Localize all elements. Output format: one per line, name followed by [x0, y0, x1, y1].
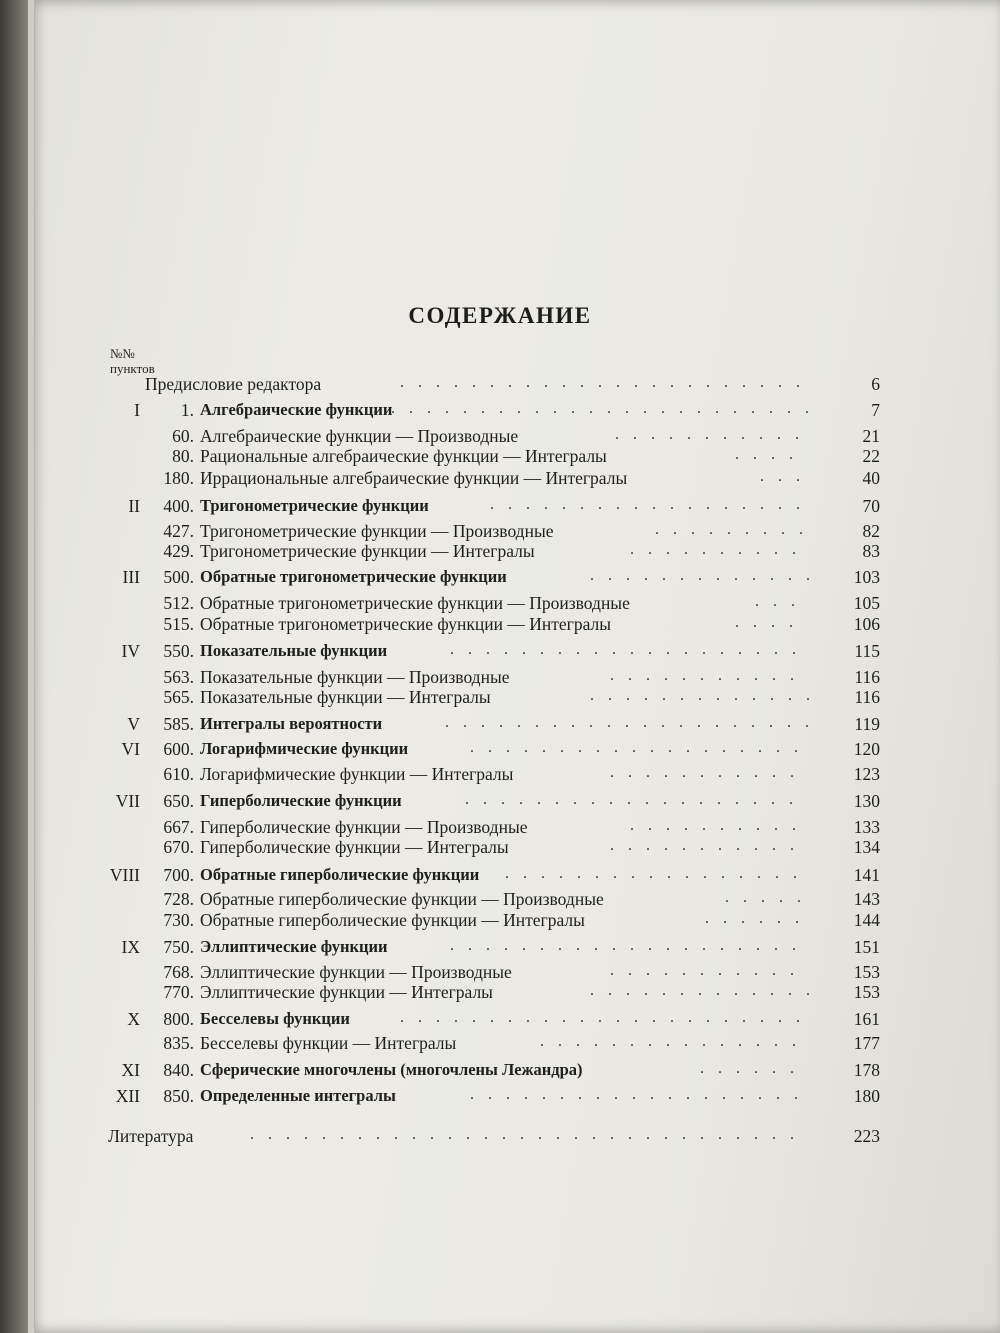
entry-title: Гиперболические функции — Интегралы	[200, 837, 509, 857]
entry-title: Гиперболические функции — Производные	[200, 817, 528, 837]
item-number: 835.	[163, 1033, 194, 1053]
leader-dots: .............	[590, 687, 824, 704]
section-roman-numeral: VII	[115, 791, 140, 811]
item-number: 750.	[163, 937, 194, 957]
toc-entry	[100, 910, 880, 934]
toc-entry	[100, 641, 880, 665]
page-number: 144	[853, 910, 880, 930]
leader-dots: ...........	[610, 764, 808, 781]
toc-entry	[100, 446, 880, 470]
entry-title: Обратные гиперболические функции — Интегралы	[200, 910, 585, 930]
item-number: 667.	[163, 817, 194, 837]
leader-dots: ..........................	[355, 400, 823, 417]
entry-title: Гиперболические функции	[200, 791, 402, 810]
entry-title: Обратные тригонометрические функции — Интегралы	[200, 614, 611, 634]
page-title: СОДЕРЖАНИЕ	[408, 303, 592, 328]
leader-dots: .........	[655, 521, 817, 538]
toc-entry	[100, 496, 880, 520]
leader-dots: .............	[590, 982, 824, 999]
entry-title: Литература	[108, 1126, 194, 1146]
section-roman-numeral: X	[127, 1009, 140, 1029]
page-number: 133	[853, 817, 880, 837]
section-roman-numeral: II	[128, 496, 140, 516]
entry-title: Эллиптические функции — Интегралы	[200, 982, 493, 1002]
entry-title: Интегралы вероятности	[200, 714, 383, 733]
entry-title: Определенные интегралы	[200, 1086, 396, 1105]
entry-title: Обратные тригонометрические функции — Производные	[200, 593, 630, 613]
item-number: 512.	[163, 593, 194, 613]
page-number: 22	[862, 446, 880, 466]
item-number: 80.	[172, 446, 194, 466]
section-roman-numeral: VI	[121, 739, 140, 759]
item-number: 1.	[180, 400, 194, 420]
leader-dots: ...	[760, 468, 814, 485]
entry-title: Тригонометрические функции — Производные	[200, 521, 554, 541]
page-number: 143	[853, 889, 880, 909]
page-number: 177	[853, 1033, 880, 1053]
leader-dots: ..........	[630, 541, 810, 558]
item-number: 427.	[163, 521, 194, 541]
item-number: 429.	[163, 541, 194, 561]
item-number: 515.	[163, 614, 194, 634]
entry-title: Сферические многочлены (многочлены Лежандра)	[200, 1060, 583, 1079]
entry-title: Показательные функции	[200, 641, 388, 660]
page-number: 40	[862, 468, 880, 488]
leader-dots: ......	[700, 1060, 808, 1077]
toc-entry	[100, 468, 880, 492]
item-number: 585.	[163, 714, 194, 734]
page-number: 180	[853, 1086, 880, 1106]
section-roman-numeral: III	[122, 567, 140, 587]
toc-entry	[100, 614, 880, 638]
toc-entry	[100, 791, 880, 815]
toc-entry	[100, 541, 880, 565]
page-number: 106	[853, 614, 880, 634]
entry-title: Бесселевы функции	[200, 1009, 350, 1028]
section-roman-numeral: V	[127, 714, 140, 734]
leader-dots: .......................	[400, 374, 814, 391]
item-number: 180.	[163, 468, 194, 488]
entry-title: Бесселевы функции — Интегралы	[200, 1033, 457, 1053]
entry-title: Алгебраические функции	[200, 400, 393, 419]
entry-title: Рациональные алгебраические функции — Интегралы	[200, 446, 607, 466]
entry-title: Иррациональные алгебраические функции — Интегралы	[200, 468, 628, 488]
section-roman-numeral: IX	[121, 937, 140, 957]
entry-title: Эллиптические функции	[200, 937, 388, 956]
toc-entry	[100, 1009, 880, 1033]
page-number: 130	[853, 791, 880, 811]
header-line-1: №№	[110, 346, 135, 361]
leader-dots: .................	[505, 865, 811, 882]
toc-entry	[100, 937, 880, 961]
item-number: 550.	[163, 641, 194, 661]
leader-dots: .....................	[445, 714, 823, 731]
item-number: 650.	[163, 791, 194, 811]
page-number: 119	[854, 714, 880, 734]
toc-entry	[100, 837, 880, 861]
item-number: 500.	[163, 567, 194, 587]
page-number: 153	[853, 982, 880, 1002]
leader-dots: ...........	[610, 962, 808, 979]
leader-dots: ....	[735, 614, 807, 631]
leader-dots: ...................	[470, 739, 812, 756]
entry-title: Тригонометрические функции	[200, 496, 429, 515]
leader-dots: ...............	[540, 1033, 810, 1050]
leader-dots: .......................	[400, 1009, 814, 1026]
item-number: 700.	[163, 865, 194, 885]
toc-entry	[100, 982, 880, 1006]
toc-entry	[100, 374, 880, 398]
toc-entry	[100, 714, 880, 738]
item-number: 730.	[163, 910, 194, 930]
item-number: 565.	[163, 687, 194, 707]
toc-entry	[100, 400, 880, 424]
leader-dots: ...........	[610, 667, 808, 684]
item-number: 770.	[163, 982, 194, 1002]
leader-dots: ..................	[490, 496, 814, 513]
leader-dots: ...............................	[250, 1126, 808, 1143]
leader-dots: ...................	[465, 791, 807, 808]
entry-title: Тригонометрические функции — Интегралы	[200, 541, 535, 561]
item-number: 670.	[163, 837, 194, 857]
toc-entry	[100, 764, 880, 788]
entry-title: Логарифмические функции	[200, 739, 409, 758]
item-number: 563.	[163, 667, 194, 687]
toc-entry	[100, 1126, 880, 1150]
entry-title: Алгебраические функции — Производные	[200, 426, 519, 446]
item-number: 728.	[163, 889, 194, 909]
entry-title: Логарифмические функции — Интегралы	[200, 764, 514, 784]
page-number: 134	[853, 837, 880, 857]
leader-dots: .............	[590, 567, 824, 584]
leader-dots: ....................	[450, 937, 810, 954]
header-line-2: пунктов	[110, 361, 155, 376]
toc-entry	[100, 865, 880, 889]
page-number: 70	[862, 496, 880, 516]
toc-entry	[100, 1086, 880, 1110]
entry-title: Предисловие редактора	[145, 374, 322, 394]
section-roman-numeral: VIII	[109, 865, 140, 885]
leader-dots: .....	[725, 889, 815, 906]
leader-dots: ......	[705, 910, 813, 927]
entry-title: Обратные гиперболические функции	[200, 865, 480, 884]
leader-dots: ...	[755, 593, 809, 610]
page-number: 103	[853, 567, 880, 587]
page-number: 123	[853, 764, 880, 784]
page-number: 21	[862, 426, 880, 446]
item-number: 610.	[163, 764, 194, 784]
page-number: 161	[853, 1009, 880, 1029]
page-number: 115	[854, 641, 880, 661]
item-number: 768.	[163, 962, 194, 982]
toc-entry	[100, 739, 880, 763]
page-number: 116	[854, 667, 880, 687]
item-number: 60.	[172, 426, 194, 446]
section-roman-numeral: XII	[115, 1086, 140, 1106]
item-number: 400.	[163, 496, 194, 516]
page-number: 178	[853, 1060, 880, 1080]
page-number: 82	[862, 521, 880, 541]
entry-title: Обратные тригонометрические функции	[200, 567, 507, 586]
page-number: 223	[853, 1126, 880, 1146]
page-number: 7	[871, 400, 880, 420]
leader-dots: ...........	[615, 426, 813, 443]
toc-entry	[100, 1033, 880, 1057]
leader-dots: ..........	[630, 817, 810, 834]
page-number: 120	[853, 739, 880, 759]
item-number: 600.	[163, 739, 194, 759]
item-number: 840.	[163, 1060, 194, 1080]
entry-title: Показательные функции — Интегралы	[200, 687, 491, 707]
entry-title: Обратные гиперболические функции — Производные	[200, 889, 604, 909]
entry-title: Эллиптические функции — Производные	[200, 962, 512, 982]
leader-dots: ....................	[450, 641, 810, 658]
page-number: 83	[862, 541, 880, 561]
leader-dots: ...................	[470, 1086, 812, 1103]
toc-entry	[100, 687, 880, 711]
page-number: 153	[853, 962, 880, 982]
item-number: 850.	[163, 1086, 194, 1106]
toc-entry	[100, 567, 880, 591]
page-number: 6	[871, 374, 880, 394]
section-roman-numeral: IV	[121, 641, 140, 661]
section-roman-numeral: XI	[121, 1060, 140, 1080]
entry-title: Показательные функции — Производные	[200, 667, 510, 687]
toc-entry	[100, 1060, 880, 1084]
page-number: 116	[854, 687, 880, 707]
leader-dots: ....	[735, 446, 807, 463]
item-number: 800.	[163, 1009, 194, 1029]
page-number: 105	[853, 593, 880, 613]
page-number: 141	[853, 865, 880, 885]
page-number: 151	[853, 937, 880, 957]
section-roman-numeral: I	[134, 400, 140, 420]
leader-dots: ...........	[610, 837, 808, 854]
